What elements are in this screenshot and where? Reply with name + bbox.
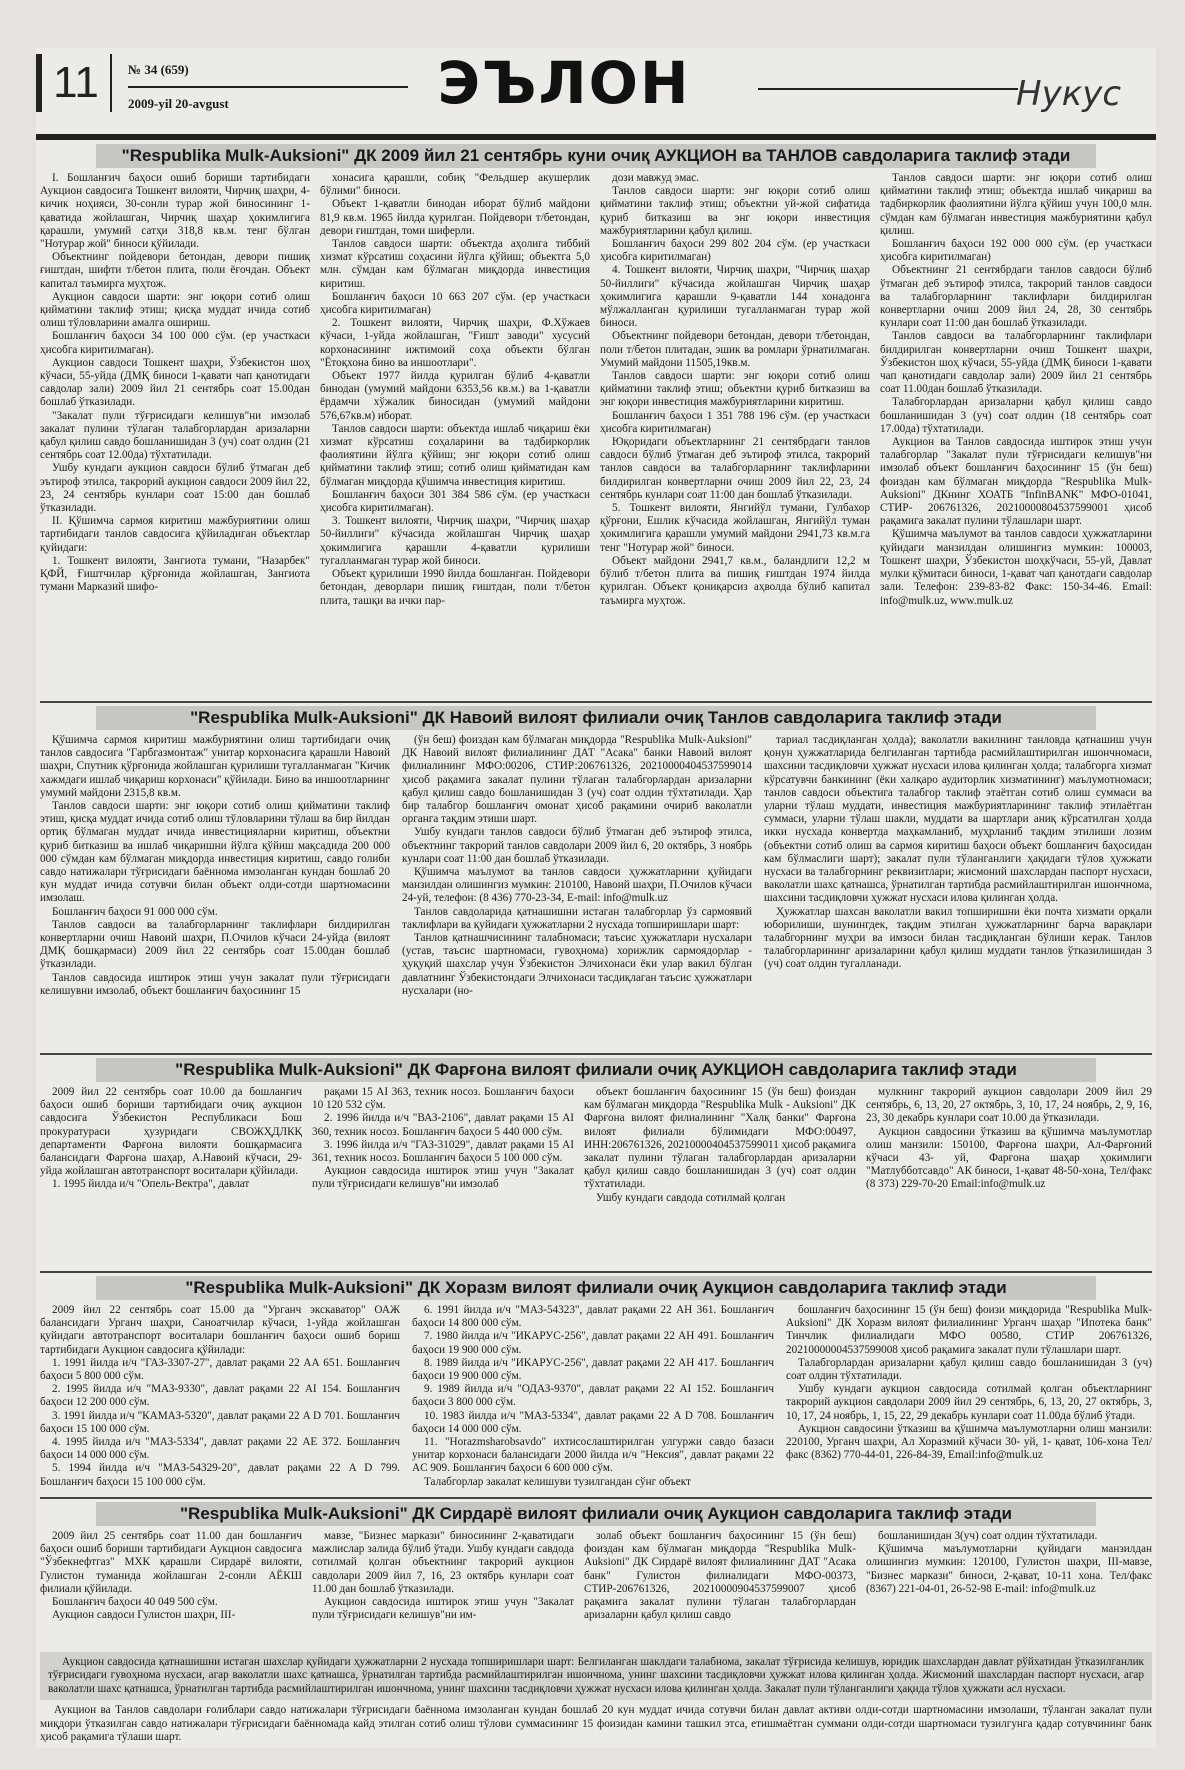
paragraph: 3. 1991 йилда и/ч "КАМАЗ-5320", давлат рақами 22 A D 701. Бошланғич баҳоси 15 100 000 сўм. <box>40 1409 400 1435</box>
page-number: 11 <box>36 54 112 112</box>
paragraph: Аукцион савдосида иштирок этиш учун "Закалат пули тўғрисидаги келишув"ни им- <box>312 1596 574 1622</box>
paragraph: 10. 1983 йилда и/ч "МАЗ-5334", давлат рақами 22 A D 708. Бошланғич баҳоси 14 000 000 сўм. <box>412 1409 774 1435</box>
paragraph: Аукцион савдоси шарти: энг юқори сотиб олиш қийматини таклиф этиш; қисқа муддат ичида сотиб олиш тўловларини амалга ошириш. <box>40 290 310 330</box>
paragraph: 2. 1996 йилда и/ч "ВАЗ-2106", давлат рақами 15 AI 360, техник носоз. Бошланғич баҳоси 5 440 000 сўм. <box>312 1112 574 1138</box>
footer-notes <box>40 1652 1152 1748</box>
paragraph: Танлов савдоси ва талабгорларнинг таклифлари билдирилган конвертларни очиш Навоий шаҳри, П.Очилов кўчаси 24-уйда (вилоят ДМҚ бошқармаси) 2009 йил 22 сентябрь соат 15.00дан бошлаб ўтказилади. <box>40 918 390 971</box>
column <box>40 172 310 697</box>
paragraph: 2. 1995 йилда и/ч "МАЗ-9330", давлат рақами 22 AI 154. Бошланғич баҳоси 12 200 000 сўм. <box>40 1383 400 1409</box>
paragraph: Танлов савдосида иштирок этиш учун закалат пули тўғрисидаги келишувни имзолаб, объект бошланғич баҳосининг 15 <box>40 971 390 997</box>
paragraph: бошланғич баҳосининг 15 (ўн беш) фоизи миқдорида "Respublika Mulk-Auksioni" ДК Хоразм вилоят филиалининг Урганч шаҳар "Ипотека банк" Тинчлик филиалидаги МФО 00580, СТИР 206761326, 20210000004537599008 ҳисоб рақамига закалат пули тўлашлари шарт. <box>786 1304 1152 1356</box>
paragraph: Ҳужжатлар шахсан ваколатли вакил топширишни ёки почта хизмати орқали юборилиши, шунингдек, тақдим этилган ҳужжатларнинг барча варақлари талабгорнинг муҳри ва имзоси билан тасдиқланган бўлиши керак. Танлов талабгорларининг аризаларини қабул қилиш муддати танлов ўтказилишидан 3 (уч) соат олдин тугалланади. <box>764 905 1152 971</box>
paragraph: Ушбу кундаги аукцион савдосида сотилмай қолган объектларнинг такрорий аукцион савдолари 2009 йил 29 сентябрь, 6, 13, 20, 27 октябрь, 3, 10, 17, 24 ноябрь, 1, 15, 22, 29 декабрь кунлари соат 11.00да бўлиб ўтади. <box>786 1383 1152 1422</box>
section-title: "Respublika Mulk-Auksioni" ДК 2009 йил 21 сентябрь куни очиқ АУКЦИОН ва ТАНЛОВ савдоларига таклиф этади <box>96 144 1096 168</box>
paragraph: 11. "Horazmsharobsavdo" ихтисослаштирилган улгуржи савдо базаси унитар корхонаси балансидаги 2000 йилда и/ч "Нексия", давлат рақами 22 AC 909. Бошланғич баҳоси 6 600 000 сўм. <box>412 1436 774 1475</box>
paragraph: Талабгорлар закалат келишуви тузилгандан сўнг объект <box>424 1475 691 1488</box>
paragraph: Танлов савдоларида қатнашишни истаган талабгорлар ўз сармоявий таклифлари ва қуйидаги ҳужжатларни 2 нусхада топширишлари шарт: <box>402 905 752 931</box>
paragraph: Объект майдони 2941,7 кв.м., баландлиги 12,2 м бўлиб т/бетон плита ва пишиқ ғиштдан 1974 йилда қурилган. Объект қониқарсиз аҳволда бўлиб капитал таъмирга муҳтож. <box>600 554 870 607</box>
paragraph: 3. 1996 йилда и/ч "ГАЗ-31029", давлат рақами 15 AI 361, техник носоз. Бошланғич баҳоси 5 100 000 сўм. <box>312 1138 574 1165</box>
paragraph: Танлов савдоси ва талабгорларнинг таклифлари билдирилган конвертларни очиш Тошкент шаҳри, Ўзбекистон шоҳ кўчаси, 55-уйда (ДМҚ биноси 1-қавати чап қанотидаги савдолар зали) 2009 йил 21 сентябрь соат 11.00дан бошлаб ўтказилади. <box>880 330 1152 396</box>
paragraph: золаб объект бошланғич баҳосининг 15 (ўн беш) фоиздан кам бўлмаган миқдорда "Respublika Mulk-Auksioni" ДК Сирдарё вилоят филиалининг ДАТ "Асака банк" Гулистон филиалидаги МФО-00373, СТИР-206761326, 20210000904537599007 ҳисоб рақамига закалат пулини тўлаган талабгорлардан аризаларни қабул қилиш савдо <box>584 1530 856 1622</box>
paragraph: Аукцион савдосида иштирок этиш учун "Закалат пули тўғрисидаги келишув"ни имзолаб <box>312 1165 574 1191</box>
paragraph: Ушбу кундаги танлов савдоси бўлиб ўтмаган деб эътироф этилса, объектнинг такрорий танлов савдолари 2009 йил 6, 20 октябрь, 3 ноябрь кунлари соат 11:00 дан бошлаб ўтказилади. <box>402 826 752 865</box>
section-columns <box>40 1304 1152 1494</box>
paragraph: бошланишидан 3(уч) соат олдин тўхтатилади. <box>878 1530 1098 1542</box>
paragraph: Танлов савдоси шарти: энг юқори сотиб олиш қийматини таклиф этиш; объектни уй-жой сифатида қуриб битказиш ва энг юқори инвестиция мажбуриятларини қабул қилиш. <box>600 185 870 237</box>
paragraph: Аукцион савдоси Тошкент шаҳри, Ўзбекистон шоҳ кўчаси, 55-уйда (ДМҚ биноси 1-қавати чап қанотидаги савдолар зали) 2009 йил 21 сентябрь соат 15.00дан бошлаб ўтказилади. <box>40 356 310 409</box>
column <box>402 734 752 1049</box>
paragraph: Объектнинг пойдевори бетондан, девори т/бетондан, поли т/бетон плитадан, эшик ва ромлари ўрнатилмаган. Умумий майдони 11505,19кв.м. <box>600 330 870 369</box>
paragraph: Бошланғич баҳоси 301 384 586 сўм. (ер участкаси ҳисобга киритилмаган). <box>320 488 590 515</box>
paragraph: Объектнинг пойдевори бетондан, девори пишиқ ғиштдан, шифти т/бетон плита, поли ёғочдан. Объект капитал таъмирга муҳтож. <box>40 251 310 290</box>
paragraph: Қўшимча маълумот ва танлов савдоси ҳужжатларини қуйидаги манзилдан олишингиз мумкин: 210100, Навоий шаҳри, П.Очилов кўчаси 24-уй, телефон: (8 436) 770-23-34, E-mail: info@mulk.uz <box>402 866 752 905</box>
section-columns <box>40 1530 1152 1648</box>
paragraph: мавзе, "Бизнес маркази" биносининг 2-қаватидаги мажлислар залида бўлиб ўтади. Ушбу кундаги савдода сотилмай қолган объектнинг такрорий аукцион савдолари 2009 йил 7, 16, 23 октябрь кунлари соат 11.00 дан бошлаб ўтказилади. <box>312 1530 574 1595</box>
column <box>320 172 590 697</box>
paragraph: Талабгорлардан аризаларни қабул қилиш савдо бошланишидан 3 (уч) соат олдин тўхтатилади. <box>786 1356 1152 1383</box>
paragraph: хонасига қарашли, собиқ "Фельдшер акушерлик бўлими" биноси. <box>320 172 590 198</box>
paragraph: 2. Тошкент вилояти, Чирчиқ шаҳри, Ф.Хўжаев кўчаси, 1-уйда жойлашган, "Ғишт заводи" хусусий корхонасининг ижтимоий соҳа объекти бўлган "Ётоқхона бино ва иншоотлари". <box>320 317 590 369</box>
paragraph: "Закалат пули тўғрисидаги келишув"ни имзолаб закалат пулини тўлаган талабгорлардан аризаларни қабул қилиш савдо бошланишидан 3 (уч) соат олдин (21 сентябрь соат 12.00да) тўхтатилади. <box>40 409 310 462</box>
paragraph: мулкнинг такрорий аукцион савдолари 2009 йил 29 сентябрь, 6, 13, 20, 27 октябрь, 3, 10, 17, 24 ноябрь, 2, 9, 16, 23, 30 декабрь кунлари соат 10.00 да ўтказилади. <box>866 1086 1152 1125</box>
paragraph: Ушбу кундаги савдода сотилмай қолган <box>596 1191 786 1204</box>
section-tashkent-auction <box>40 140 1152 700</box>
paragraph: 3. Тошкент вилояти, Чирчиқ шаҳри, "Чирчиқ шаҳар 50-йиллиги" кўчасида жойлашган Чирчиқ шаҳар ҳокимлигига қарашли 4-қаватли қурилиши тугалланмаган турар жой биноси. <box>320 515 590 567</box>
paragraph: 9. 1989 йилда и/ч "ОДАЗ-9370", давлат рақами 22 AI 152. Бошланғич баҳоси 3 800 000 сўм. <box>412 1383 774 1409</box>
paragraph: объект бошланғич баҳосининг 15 (ўн беш) фоиздан кам бўлмаган миқдорда "Respublika Mulk - Auksioni" ДК Фарғона вилоят филиалининг "Халқ банки" Фарғона вилоят филиали бўлимидаги МФО:00497, ИНН:206761326, 20210000404537599011 ҳисоб рақамига закалат пулини тўлаган талабгорлардан аризаларни қабул қилиш савдо бошланишидан 3 (уч) соат олдин тўхтатилади. <box>584 1086 856 1191</box>
paragraph: 5. 1994 йилда и/ч "МАЗ-54329-20", давлат рақами 22 A D 799. Бошланғич баҳоси 15 100 000 сўм. <box>40 1462 400 1488</box>
documents-note: Аукцион савдосида қатнашишни истаган шахслар қуйидаги ҳужжатларни 2 нусхада топширишлари шарт: Белгиланган шаклдаги талабнома, закалат тўғрисида келишув, юридик шахслардан давлат рўйхатидан ўтказилганлик тўғрисидаги гувоҳнома нусхаси, агар ваколатли шахс қатнашса, ўрнатилган тартибда расмийлаштирилган ишончнома, унинг шахсини тасдиқловчи ҳужжат илова қилинган ҳолда. Жисмоний шахслардан паспорт нусхаси, агар ваколатли шахс қатнашса, ўрнатилган тартибда расмийлаштирилган ишончнома, унинг шахсини тасдиқловчи ҳужжат нусхаси илова қилинган ҳолда. Закалат пули тўланганлиги ҳақида тўлов ҳужжати асл нусхаси. <box>40 1652 1152 1700</box>
paragraph: Бошланғич баҳоси 10 663 207 сўм. (ер участкаси ҳисобга киритилмаган) <box>320 290 590 317</box>
paragraph: Танлов савдоси шарти: энг юқори сотиб олиш қийматини таклиф этиш, қисқа муддат ичида сотиб олиш тўловларини тўлаш ва бир йилдан ортиқ бўлмаган муддат ичида инвестицияларни киритиш, объектни қуриб битказиш ва ишлаб чиқаришни йўлга қўйиш мақсадида 200 000 000 сўмдан кам бўлмаган миқдорда инвестиция киритиш, савдо голиби савдо натижалари тўғрисидаги баённома имзоланган кундан бошлаб 20 кун муддат ичида сотувчи билан объект олди-сотди шартномасини имзолаш. <box>40 800 390 905</box>
column <box>40 1086 302 1268</box>
column <box>584 1086 856 1268</box>
column <box>312 1086 574 1268</box>
paragraph: 5. Тошкент вилояти, Янгийўл тумани, Гулбахор қўрғони, Ешлик кўчасида жойлашган, Янгийўл туман ҳокимлигига қарашли умумий майдони 2941,73 кв.м.га тенг "Нотурар жой" биноси. <box>600 502 870 554</box>
column <box>40 1304 400 1494</box>
paragraph: Объект 1977 йилда қурилган бўлиб 4-қаватли бинодан (умумий майдони 6353,56 кв.м.) ва 1-қаватли ёрдамчи хўжалик биносидан (умумий майдони 576,67кв.м) иборат. <box>320 370 590 422</box>
paragraph: 2009 йил 25 сентябрь соат 11.00 дан бошланғич баҳоси ошиб бориши тартибидаги Аукцион савдосига "Ўзбекнефтгаз" МХК қарашли Сирдарё вилояти, Гулистон туманида жойлашган 2-сонли АЁКШ филиали қўйилади. <box>40 1530 302 1595</box>
paragraph: 6. 1991 йилда и/ч "МАЗ-54323", давлат рақами 22 AH 361. Бошланғич баҳоси 14 800 000 сўм. <box>412 1304 774 1330</box>
paragraph: Бошланғич баҳоси 192 000 000 сўм. (ер участкаси ҳисобга киритилмаган) <box>880 238 1152 264</box>
paragraph: 7. 1980 йилда и/ч "ИКАРУС-256", давлат рақами 22 AH 491. Бошланғич баҳоси 19 900 000 сўм. <box>412 1330 774 1356</box>
paragraph: Объект 1-қаватли бинодан иборат бўлиб майдони 81,9 кв.м. 1965 йилда қурилган. Пойдевори т/бетондан, девори ғиштдан, томи шиферли. <box>320 198 590 237</box>
paragraph: I. Бошланғич баҳоси ошиб бориши тартибидаги Аукцион савдосига Тошкент вилояти, Чирчиқ шаҳри, 4-кичик ноҳияси, 30-сонли турар жой биносининг 1-қаватида жойлашган, Чирчиқ шаҳар ҳокимлигига қарашли, умумий сатҳи 318,8 кв.м. тенг бўлган "Нотурар жой" биноси қўйилади. <box>40 172 310 251</box>
newspaper-page <box>36 48 1156 1748</box>
column <box>584 1530 856 1648</box>
paragraph: 2009 йил 22 сентябрь соат 15.00 да "Урганч экскаватор" ОАЖ балансидаги Урганч шаҳри, Саноатчилар кўчаси, 1-уйда жойлашган қуйидаги автотранспорт воситалари бошланғич баҳоси ошиб бориш тартибидаги Аукцион савдосига қўйилади: <box>40 1304 400 1356</box>
paragraph: рақами 15 AI 363, техник носоз. Бошланғич баҳоси 10 120 532 сўм. <box>312 1086 574 1112</box>
section-columns <box>40 172 1152 697</box>
paragraph: Қўшимча сармоя киритиш мажбуриятини олиш тартибидаги очиқ танлов савдосига "Гарбгазмонтаж" унитар корхонасига қарашли Навоий шаҳри, Спутник қўрғонида жойлашган қурилиши тугалланмаган "Кичик хажмдаги ишлаб чиқариш корхонаси" қўйилади. Бино ва иншоотларнинг умумий майдони 2315,8 кв.м. <box>40 734 390 799</box>
paragraph: Талабгорлардан аризаларни қабул қилиш савдо бошланишидан 3 (уч) соат олдин (18 сентябрь соат 17.00да) тўхтатилади. <box>880 396 1152 435</box>
region-label: Нукус <box>1016 74 1122 114</box>
section-fergana-auction <box>40 1056 1152 1270</box>
paragraph: Аукцион савдоси Гулистон шаҳри, III- <box>52 1609 236 1622</box>
column <box>866 1086 1152 1268</box>
winners-note: Аукцион ва Танлов савдолари ғолиблари савдо натижалари тўғрисидаги баённома имзоланган кундан бошлаб 20 кун муддат ичида сотувчи билан давлат активи олди-сотди шартномасини имзолаши, тўланган закалат пули миқдори ўтказилган савдо натижалари тўғрисидаги баённомада кайд этилган сотиб олиш тўлови суммасининг 15 фоизидан камини ташкил этса, етишмаётган суммани олди-сотди шартномаси тузилгунга қадар сотувчининг банк ҳисоб рақамига тўлаши шарт. <box>40 1704 1152 1744</box>
newspaper-logo: ЭЪЛОН <box>437 49 691 117</box>
section-columns <box>40 734 1152 1049</box>
paragraph: 1. 1995 йилда и/ч "Опель-Вектра", давлат <box>52 1178 250 1191</box>
paragraph: тариал тасдиқланган ҳолда); ваколатли вакилнинг танловда қатнашиш учун қонун ҳужжатларида белгиланган тартибда расмийлаштирилган ишончномаси, шахсини тасдиқловчи ҳужжат нусхаси илова қилинган ҳолда; талабгорга хизмат кўрсатувчи банкининг (ёки халқаро аудиторлик хизматининг) маълумотномаси; танлов савдоси объектига талабгор таклиф этаётган сотиб олиш суммаси ва уларни тўлаш муддати, инвестиция мажбуриятларининг таклиф этилаётган суммаси, уларни тўлаш шакли, муддати ва шартлари аниқ кўрсатилган ҳолда икки нусхада конвертда маҳкамланиб, муҳрланиб тақдим этилиши лозим (объектни сотиб олиш ва сармоя киритиш баҳоси объект бошланғич баҳосидан кам бўлмаслиги шарт); закалат пули тўланганлиги ҳақидаги тўлов ҳужжати нусхаси ва талабгорнинг реквизитлари; жисмоний шахслардан паспорт нусхаси, ваколатли шахс қатнашса, ўрнатилган тартибда расмийлаштирилган ишончнома, шахсини тасдиқловчи ҳужжат нусхаси илова қилинган ҳолда. <box>764 734 1152 905</box>
paragraph: Бошланғич баҳоси 299 802 204 сўм. (ер участкаси ҳисобга киритилмаган) <box>600 238 870 264</box>
column <box>786 1304 1152 1494</box>
paragraph: Танлов савдоси шарти: энг юқори сотиб олиш қийматини таклиф этиш; объектда ишлаб чиқариш ва тадбиркорлик фаолиятини йўлга қўйиш учун 100,0 млн. сўмдан кам бўлмаган инвестиция мажбуриятини қабул қилиш. <box>880 172 1152 237</box>
paragraph: (ўн беш) фоиздан кам бўлмаган миқдорда "Respublika Mulk-Auksioni" ДК Навоий вилоят филиалининг ДАТ "Асака" банки Навоий вилоят филиалининг МФО:00206, СТИР:206761326, 20210000404537599014 ҳисоб рақамига закалат пулини тўлаган талабгорлардан аризаларни қабул қилиш савдо бошланишидан 3 (уч) соат олдин тўхтатилади. Ҳар бир талабгор бошланғич омонат ҳисоб рақамини очириб ваколатли органга тақдим этиши шарт. <box>402 734 752 826</box>
paragraph: Бошланғич баҳоси 91 000 000 сўм. <box>52 905 218 918</box>
masthead-rule-right <box>758 88 1018 90</box>
paragraph: Қўшимча маълумот ва танлов савдоси ҳужжатларини қуйидаги манзилдан олишингиз мумкин: 100003, Тошкент шаҳри, Ўзбекистон шоҳкўчаси, 55-уй, Давлат мулки қўмитаси биноси, 1-қават чап қанотдаги савдолар зали. Телефон: 239-83-82 Факс: 150-34-46. Email: info@mulk.uz, www.mulk.uz <box>880 528 1152 607</box>
paragraph: Танлов савдоси шарти: объектда аҳолига тиббий хизмат кўрсатиш соҳасини йўлга қўйиш; объектга 5,0 млн. сўмдан кам бўлмаган миқдорда инвестиция киритиш. <box>320 238 590 290</box>
section-divider <box>40 1497 1152 1499</box>
paragraph: Объект қурилиши 1990 йилда бошланган. Пойдевори бетондан, деворлари пишиқ ғиштдан, поли т/бетон плита, ташқи ва ички пар- <box>320 568 590 607</box>
paragraph: Объектнинг 21 сентябрдаги танлов савдоси бўлиб ўтмаган деб эътироф этилса, такрорий танлов савдоси ва талабгорларнинг таклифлари билдирилган конвертларни очиш 2009 йил 24, 28, 30 сентябрь кунлари соат 11:00 дан бошлаб ўтказилади. <box>880 264 1152 330</box>
paragraph: Танлов савдоси шарти: объектда ишлаб чиқариш ёки хизмат кўрсатиш соҳаларини ва тадбиркорлик фаолиятини йўлга қўйиш; энг юқори сотиб олиш қийматини таклиф этиш; сотиб олиш қийматидан кам бўлмаган миқдорда қўшимча инвестиция киритиш. <box>320 422 590 488</box>
paragraph: Ушбу кундаги аукцион савдоси бўлиб ўтмаган деб эътироф этилса, такрорий аукцион савдоси 2009 йил 22, 23, 24 сентябрь кунлари соат 15:00 дан бошлаб ўтказилади. <box>40 462 310 515</box>
paragraph: 1. 1991 йилда и/ч "ГАЗ-3307-27", давлат рақами 22 АА 651. Бошланғич баҳоси 5 800 000 сўм. <box>40 1356 400 1383</box>
section-divider <box>40 1271 1152 1273</box>
paragraph: 2009 йил 22 сентябрь соат 10.00 да бошланғич баҳоси ошиб бориши тартибидаги очиқ аукцион савдосига Ўзбекистон Республикаси Бош прокуратураси ҳузуридаги СВОЖҲДЛКҚ департаменти Фарғона вилояти бошқармасига балансидаги Фарғона шаҳар, А.Навоий кўчаси, 29-уйда жойлашган автотранспорт воситалари қўйилади. <box>40 1086 302 1178</box>
paragraph: Бошланғич баҳоси 34 100 000 сўм. (ер участкаси ҳисобга киритилмаган). <box>40 330 310 356</box>
paragraph: Аукцион ва Танлов савдосида иштирок этиш учун талабгорлар "Закалат пули тўғрисидаги келишув"ни имзолаб объект бошланғич баҳосининг 15 (ўн беш) фоиздан кам бўлмаган миқдорда "Respublika Mulk-Auksioni" ДКнинг ХОАТБ "InfinBANK" МФО-01041, СТИР- 206761326, 20210000804537599001 ҳисоб рақамига закалат пулини тўлашлари шарт. <box>880 436 1152 528</box>
section-title: "Respublika Mulk-Auksioni" ДК Хоразм вилоят филиали очиқ Аукцион савдоларига таклиф этади <box>96 1276 1096 1300</box>
paragraph: 4. 1995 йилда и/ч "МАЗ-5334", давлат рақами 22 AE 372. Бошланғич баҳоси 14 000 000 сўм. <box>40 1436 400 1462</box>
section-title: "Respublika Mulk-Auksioni" ДК Фарғона вилоят филиали очиқ АУКЦИОН савдоларига таклиф этади <box>96 1058 1096 1082</box>
column <box>866 1530 1152 1648</box>
paragraph: Бошланғич баҳоси 1 351 788 196 сўм. (ер участкаси ҳисобга киритилмаган) <box>600 409 870 435</box>
section-navoi-tender <box>40 704 1152 1052</box>
section-syrdarya-auction <box>40 1500 1152 1650</box>
paragraph: 8. 1989 йилда и/ч "ИКАРУС-256", давлат рақами 22 AH 417. Бошланғич баҳоси 19 900 000 сўм. <box>412 1356 774 1383</box>
paragraph: 1. Тошкент вилояти, Зангиота тумани, "Назарбек" ҚФЙ, Ғиштчилар қўрғонида жойлашган, Зангиота тумани Марказий шифо- <box>40 554 310 594</box>
masthead <box>36 48 1156 136</box>
paragraph: Аукцион савдосини ўтказиш ва қўшимча маълумотларни олиш манзили: 220100, Урганч шаҳри, Ал Хоразмий кўчаси 30- уй, 1- қават, 106-хона Тел/факс (8362) 770-44-01, 226-84-39, Email:info@mulk.uz <box>786 1422 1152 1462</box>
column <box>312 1530 574 1648</box>
paragraph: Юқоридаги объектларнинг 21 сентябрдаги танлов савдоси бўлиб ўтмаган деб эътироф этилса, такрорий танлов савдоси ва талабгорларнинг таклифларини билдирилган конвертларни очиш 2009 йил 22, 23, 24 сентябрь кунлари соат 11:00 дан бошлаб ўтказилади. <box>600 436 870 501</box>
paragraph: Танлов савдоси шарти: энг юқори сотиб олиш қийматини таклиф этиш; объектни қуриб битказиш ва энг юқори инвестиция мажбуриятларини киритиш. <box>600 370 870 409</box>
column <box>40 1530 302 1648</box>
column <box>764 734 1152 1049</box>
masthead-rule-left <box>128 86 408 88</box>
paragraph: Бошланғич баҳоси 40 049 500 сўм. <box>52 1596 218 1609</box>
issue-number: № 34 (659) <box>128 62 189 77</box>
column <box>600 172 870 697</box>
section-khorezm-auction <box>40 1274 1152 1496</box>
paragraph: Танлов қатнашчисининг талабномаси; таъсис ҳужжатлари нусхалари (устав, таъсис шартномаси, гувоҳнома) хорижлик сармоядорлар - ҳуқуқий шахслар учун Ўзбекистон Элчихонаси ёки улар вакил бўлган давлатнинг Ўзбекистондаги Элчихонаси тасдиқлаган таъсис ҳужжатлари нусхалари (но- <box>402 932 752 997</box>
issue-date: 2009-yil 20-avgust <box>128 96 229 111</box>
column <box>412 1304 774 1494</box>
paragraph: дози мавжуд эмас. <box>612 172 699 184</box>
section-title: "Respublika Mulk-Auksioni" ДК Навоий вилоят филиали очиқ Танлов савдоларига таклиф этади <box>96 706 1096 730</box>
paragraph: Қўшимча маълумотларни қуйидаги манзилдан олишингиз мумкин: 120100, Гулистон шаҳри, III-мавзе, "Бизнес маркази" биноси, 2-қават, 10-11 хона. Тел/факс (8367) 221-04-01, 26-52-98 E-mail: info@mulk.uz <box>866 1543 1152 1595</box>
paragraph: II. Қўшимча сармоя киритиш мажбуриятини олиш тартибидаги танлов савдосига қўйиладиган объектлар қуйидаги: <box>40 515 310 554</box>
section-divider <box>40 701 1152 703</box>
paragraph: 4. Тошкент вилояти, Чирчиқ шаҳри, "Чирчиқ шаҳар 50-йиллиги" кўчасида жойлашган Чирчиқ шаҳар ҳокимлигига қарашли 9-қаватли 144 хонадонга мўлжалланган қурилиши тугалланмаган турар жой биноси. <box>600 264 870 330</box>
column <box>40 734 390 1049</box>
paragraph: Аукцион савдосини ўтказиш ва қўшимча маълумотлар олиш манзили: 150100, Фарғона шаҳри, Ал-Фарғоний кўчаси 43- уй, Фарғона шаҳар ҳокимлиги "Матлубботсавдо" АК биноси, 1-қават 48-50-хона, Тел/факс (8 373) 229-70-20 Email:info@mulk.uz <box>866 1125 1152 1191</box>
section-divider <box>40 1053 1152 1055</box>
section-columns <box>40 1086 1152 1268</box>
section-title: "Respublika Mulk-Auksioni" ДК Сирдарё вилоят филиали очиқ Аукцион савдоларига таклиф этади <box>96 1502 1096 1526</box>
column <box>880 172 1152 697</box>
